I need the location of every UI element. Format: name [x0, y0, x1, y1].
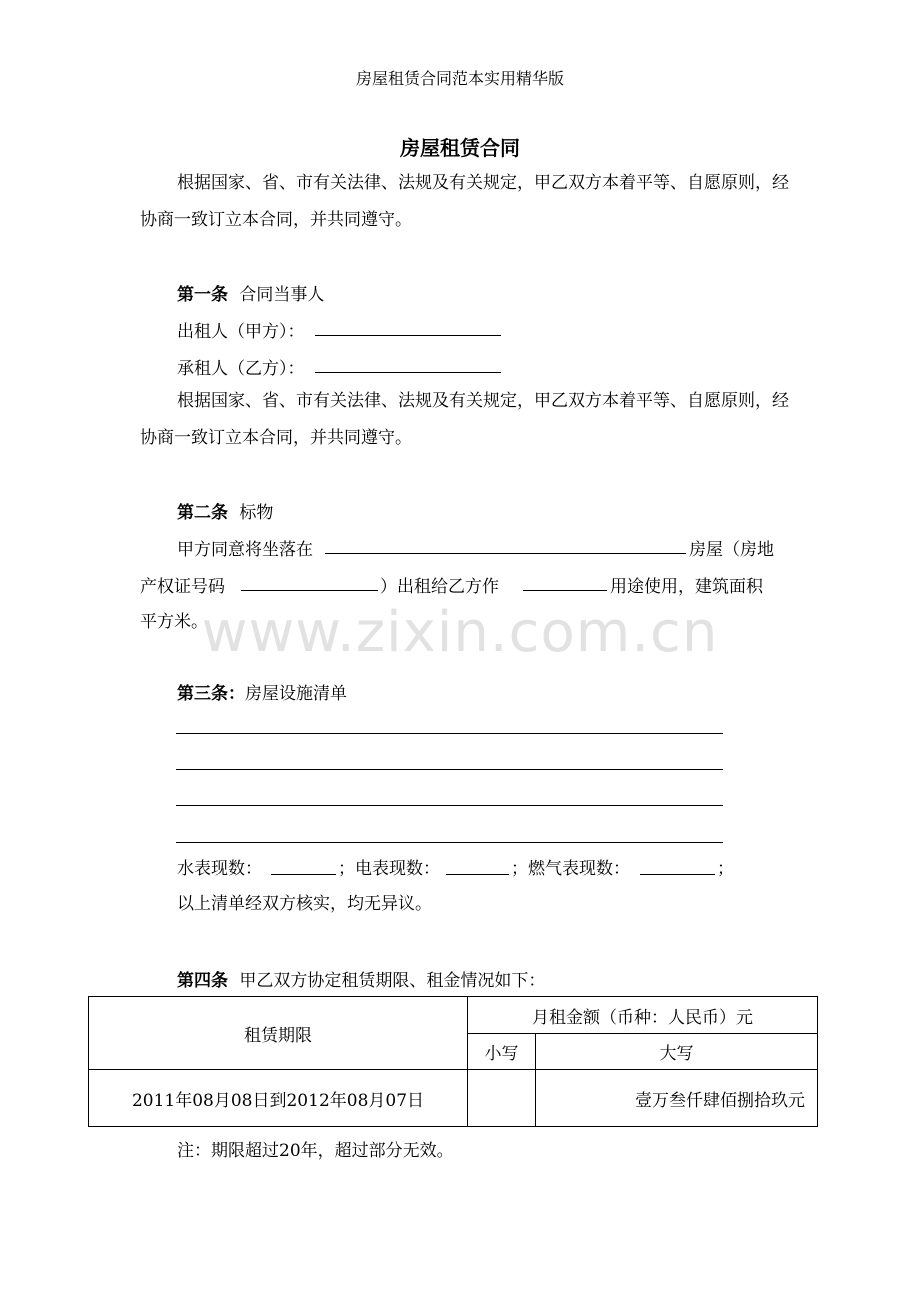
article2-title: 标物 [239, 503, 274, 523]
meters-end: ； [717, 859, 734, 879]
facility-line-1[interactable] [176, 733, 723, 734]
confirm-text: 以上清单经双方核实，均无异议。 [177, 894, 432, 914]
lessor-blank[interactable] [315, 335, 501, 336]
electric-meter-label: ；电表现数： [338, 859, 440, 879]
article1-body: 根据国家、省、市有关法律、法规及有关规定，甲乙双方本着平等、自愿原则，经协商一致订立本合同，并共同遵守。 [140, 391, 789, 448]
lessee-blank[interactable] [315, 372, 501, 373]
header-period: 租赁期限 [89, 997, 468, 1070]
article2-heading [177, 498, 273, 523]
article2-line2-c: 用途使用，建筑面积 [610, 577, 763, 597]
page-header: 房屋租赁合同范本实用精华版 [355, 69, 564, 88]
article2-line2-a: 产权证号码 [140, 577, 225, 597]
article2-number: 第二条 [177, 503, 228, 523]
lessor-label: 出租人（甲方）： [177, 322, 305, 342]
header-monthly-rent: 月租金额（币种：人民币）元 [468, 997, 818, 1034]
location-blank[interactable] [325, 553, 686, 554]
water-meter-blank[interactable] [271, 874, 336, 875]
water-meter-label: 水表现数： [177, 859, 262, 879]
rent-table [88, 996, 818, 1127]
facility-line-4[interactable] [176, 842, 723, 843]
article1-title: 合同当事人 [239, 285, 325, 305]
header-small: 小写 [468, 1034, 536, 1070]
facility-line-3[interactable] [176, 805, 723, 806]
gas-meter-label: ；燃气表现数： [511, 859, 630, 879]
article2-line3: 平方米。 [140, 612, 208, 632]
note-text: 注：期限超过20年，超过部分无效。 [177, 1141, 454, 1161]
cell-small[interactable] [468, 1070, 536, 1127]
article1-number: 第一条 [177, 285, 228, 305]
deed-number-blank[interactable] [241, 590, 378, 591]
article3-heading [177, 679, 347, 704]
table-row [89, 1070, 818, 1127]
article4-number: 第四条 [177, 971, 228, 991]
intro-paragraph: 根据国家、省、市有关法律、法规及有关规定，甲乙双方本着平等、自愿原则，经协商一致订立本合同，并共同遵守。 [140, 173, 789, 230]
article4-heading [177, 966, 545, 991]
article2-line1-b: 房屋（房地 [689, 540, 774, 560]
article2-line2-b: ）出租给乙方作 [380, 577, 499, 597]
lessee-label: 承租人（乙方）： [177, 359, 305, 379]
watermark: www.zixin.com.cn [201, 600, 719, 665]
article1-heading [177, 280, 324, 305]
facility-line-2[interactable] [176, 769, 723, 770]
article2-line1-a: 甲方同意将坐落在 [177, 540, 313, 560]
article3-title: 房屋设施清单 [245, 684, 347, 704]
gas-meter-blank[interactable] [640, 874, 715, 875]
cell-big: 壹万叁仟肆佰捌拾玖元 [536, 1070, 818, 1127]
article4-title: 甲乙双方协定租赁期限、租金情况如下： [239, 971, 546, 991]
article3-number: 第三条： [177, 684, 245, 704]
electric-meter-blank[interactable] [446, 874, 509, 875]
usage-blank[interactable] [523, 590, 607, 591]
header-big: 大写 [536, 1034, 818, 1070]
cell-period: 2011年08月08日到2012年08月07日 [89, 1070, 468, 1127]
document-title: 房屋租赁合同 [400, 136, 520, 160]
